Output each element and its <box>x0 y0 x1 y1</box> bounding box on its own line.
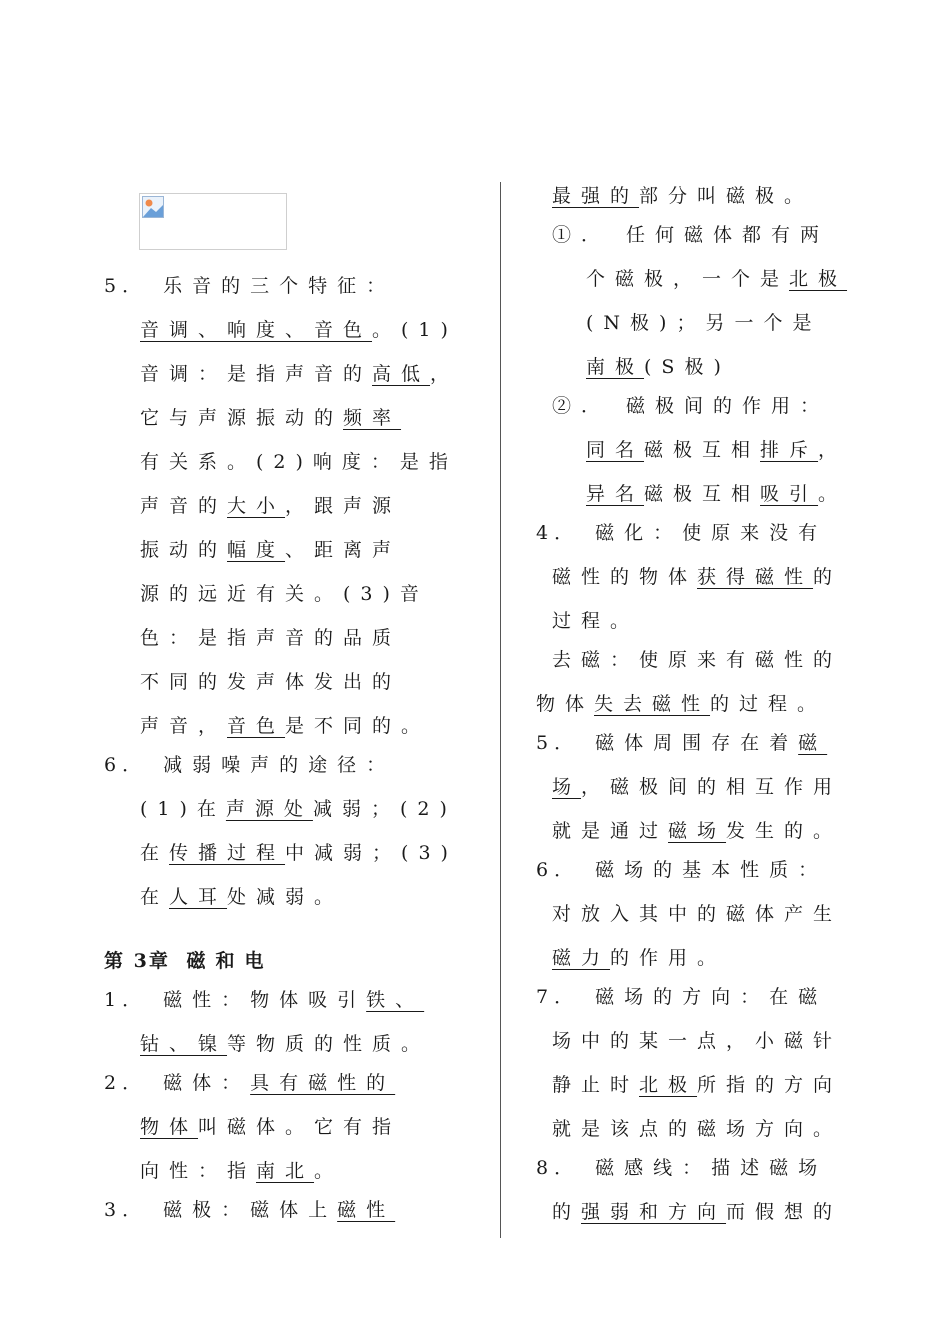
column-divider <box>500 182 501 1238</box>
text-line <box>140 624 401 652</box>
text-line <box>140 1030 430 1058</box>
text-segment: 8． <box>536 1157 580 1179</box>
text-segment: ，跟声源 <box>285 495 402 517</box>
text-line <box>140 1113 401 1141</box>
underlined-answer: 音色 <box>227 715 286 737</box>
text-segment: 6． <box>536 859 580 881</box>
text-line <box>586 353 731 381</box>
text-segment: 就是通过 <box>552 820 669 842</box>
text-segment: 处减弱。 <box>227 886 344 908</box>
text-segment: 部分叫磁极。 <box>639 185 814 207</box>
text-segment: 在 <box>140 886 170 908</box>
text-segment: 去磁：使原来有磁性的 <box>552 649 843 671</box>
text-line <box>552 817 842 845</box>
text-segment: 减弱噪声的途径： <box>147 754 396 776</box>
text-segment: 磁极：磁体上 <box>147 1199 338 1221</box>
text-segment: 磁场的基本性质： <box>579 859 828 881</box>
underlined-answer: 传播过程 <box>169 842 286 864</box>
underlined-answer: 异名 <box>586 483 645 505</box>
text-segment: 6． <box>104 754 148 776</box>
text-line <box>140 712 430 740</box>
text-segment: 发生的。 <box>726 820 843 842</box>
broken-image-icon <box>142 196 164 218</box>
text-segment: 磁化：使原来没有 <box>579 522 828 544</box>
text-segment: (1)在 <box>140 798 226 820</box>
text-segment: 振动的 <box>140 539 228 561</box>
text-segment: 2． <box>104 1072 148 1094</box>
underlined-answer: 场 <box>552 776 582 798</box>
text-line <box>552 182 813 210</box>
text-segment: 叫磁体。它有指 <box>198 1116 402 1138</box>
text-line <box>140 668 401 696</box>
underlined-answer: 人耳 <box>169 886 228 908</box>
text-segment: 是不同的。 <box>285 715 431 737</box>
text-segment: 1． <box>104 989 148 1011</box>
underlined-answer: 频率 <box>343 407 402 429</box>
underlined-answer: 幅度 <box>227 539 286 561</box>
text-segment: 就是该点的磁场方向。 <box>552 1118 843 1140</box>
text-segment: (N极)；另一个是 <box>586 312 822 334</box>
text-line <box>552 773 842 801</box>
text-segment: 静止时 <box>552 1074 640 1096</box>
text-segment: 色：是指声音的品质 <box>140 627 402 649</box>
text-segment: ， <box>818 439 848 461</box>
text-segment: 磁性：物体吸引 <box>147 989 367 1011</box>
text-line <box>104 947 273 975</box>
text-segment: 个磁极，一个是 <box>586 268 790 290</box>
text-segment: 3． <box>104 1199 148 1221</box>
underlined-answer: 磁 <box>798 732 828 754</box>
underlined-answer: 音调、响度、音色 <box>140 319 373 341</box>
text-segment: 5． <box>104 275 148 297</box>
text-line <box>104 1069 395 1097</box>
text-line <box>536 1154 827 1182</box>
text-segment: 磁极互相 <box>644 439 761 461</box>
text-line <box>140 404 401 432</box>
underlined-answer: 磁性 <box>337 1199 396 1221</box>
text-segment: 磁和电 <box>169 950 274 972</box>
text-line <box>140 839 458 867</box>
underlined-answer: 钴、镍 <box>140 1033 228 1055</box>
text-segment: 过程。 <box>552 610 640 632</box>
text-line <box>552 1115 842 1143</box>
text-segment: 第 3章 <box>104 950 170 972</box>
text-segment: 声音的 <box>140 495 228 517</box>
underlined-answer: 北极 <box>639 1074 698 1096</box>
text-segment: 有关系。(2)响度：是指 <box>140 451 458 473</box>
text-segment: ， <box>430 363 460 385</box>
text-line <box>140 883 343 911</box>
text-line <box>552 563 842 591</box>
text-line <box>552 1027 842 1055</box>
text-line <box>140 360 459 388</box>
text-line <box>140 316 458 344</box>
text-segment: 源的远近有关。(3)音 <box>140 583 429 605</box>
text-line <box>104 986 424 1014</box>
text-segment: (S极) <box>644 356 731 378</box>
text-line <box>140 492 401 520</box>
text-segment: 磁体周围存在着 <box>579 732 799 754</box>
underlined-answer: 高低 <box>372 363 431 385</box>
text-segment: 磁体： <box>147 1072 251 1094</box>
underlined-answer: 铁、 <box>366 989 425 1011</box>
underlined-answer: 声源处 <box>225 798 313 820</box>
text-segment: 等物质的性质。 <box>227 1033 431 1055</box>
text-line <box>552 1071 842 1099</box>
text-segment: 中减弱；(3) <box>285 842 458 864</box>
text-segment: ，磁极间的相互作用 <box>581 776 843 798</box>
text-line <box>536 856 827 884</box>
text-line <box>140 448 458 476</box>
text-segment: 磁极互相 <box>644 483 761 505</box>
text-segment: 音调：是指声音的 <box>140 363 373 385</box>
underlined-answer: 同名 <box>586 439 645 461</box>
text-line <box>140 580 429 608</box>
text-segment: 不同的发声体发出的 <box>140 671 402 693</box>
text-segment: 向性：指 <box>140 1160 257 1182</box>
underlined-answer: 磁场 <box>668 820 727 842</box>
text-line <box>552 900 842 928</box>
text-segment: 磁感线：描述磁场 <box>579 1157 828 1179</box>
text-segment: 4． <box>536 522 580 544</box>
text-segment: 。(1) <box>372 319 458 341</box>
text-line <box>586 309 821 337</box>
text-line <box>140 1157 343 1185</box>
text-line <box>536 729 827 757</box>
text-line <box>552 221 829 249</box>
text-line <box>552 646 842 674</box>
text-line <box>104 1196 395 1224</box>
text-segment: ①． 任何磁体都有两 <box>552 224 830 246</box>
text-segment: 磁性的物体 <box>552 566 698 588</box>
underlined-answer: 吸引 <box>760 483 819 505</box>
text-segment: 所指的方向 <box>697 1074 843 1096</box>
text-segment: 的 <box>813 566 843 588</box>
text-segment: 磁场的方向：在磁 <box>579 986 828 1008</box>
text-line <box>552 607 639 635</box>
image-placeholder <box>139 193 287 250</box>
text-segment: 物体 <box>536 693 595 715</box>
text-segment: 5． <box>536 732 580 754</box>
text-segment: 的过程。 <box>710 693 827 715</box>
text-segment: 7． <box>536 986 580 1008</box>
text-segment: 减弱；(2) <box>312 798 457 820</box>
text-line <box>140 536 401 564</box>
underlined-answer: 最强的 <box>552 185 640 207</box>
underlined-answer: 失去磁性 <box>594 693 711 715</box>
underlined-answer: 南极 <box>586 356 645 378</box>
text-segment: 的作用。 <box>610 947 727 969</box>
underlined-answer: 排斥 <box>760 439 819 461</box>
text-line <box>104 272 395 300</box>
underlined-answer: 获得磁性 <box>697 566 814 588</box>
text-segment: ②． 磁极间的作用： <box>552 395 830 417</box>
text-segment: 它与声源振动的 <box>140 407 344 429</box>
text-segment: 乐音的三个特征： <box>147 275 396 297</box>
text-line <box>536 519 827 547</box>
text-segment: 场中的某一点，小磁针 <box>552 1030 843 1052</box>
underlined-answer: 物体 <box>140 1116 199 1138</box>
underlined-answer: 具有磁性的 <box>250 1072 396 1094</box>
text-line <box>586 265 847 293</box>
text-segment: 声音， <box>140 715 228 737</box>
text-segment: 在 <box>140 842 170 864</box>
underlined-answer: 磁力 <box>552 947 611 969</box>
text-segment: 。 <box>314 1160 344 1182</box>
text-line <box>552 944 726 972</box>
underlined-answer: 强弱和方向 <box>581 1201 727 1223</box>
text-line <box>552 1198 842 1226</box>
text-line <box>536 690 826 718</box>
text-line <box>586 436 847 464</box>
underlined-answer: 北极 <box>789 268 848 290</box>
text-line <box>536 983 827 1011</box>
text-line <box>552 392 829 420</box>
text-segment: 而假想的 <box>726 1201 843 1223</box>
underlined-answer: 南北 <box>256 1160 315 1182</box>
text-line <box>104 751 395 779</box>
underlined-answer: 大小 <box>227 495 286 517</box>
text-segment: 对放入其中的磁体产生 <box>552 903 843 925</box>
text-segment: 、距离声 <box>285 539 402 561</box>
text-segment: 的 <box>552 1201 582 1223</box>
text-segment: 。 <box>818 483 848 505</box>
text-line <box>140 795 457 823</box>
text-line <box>586 480 847 508</box>
